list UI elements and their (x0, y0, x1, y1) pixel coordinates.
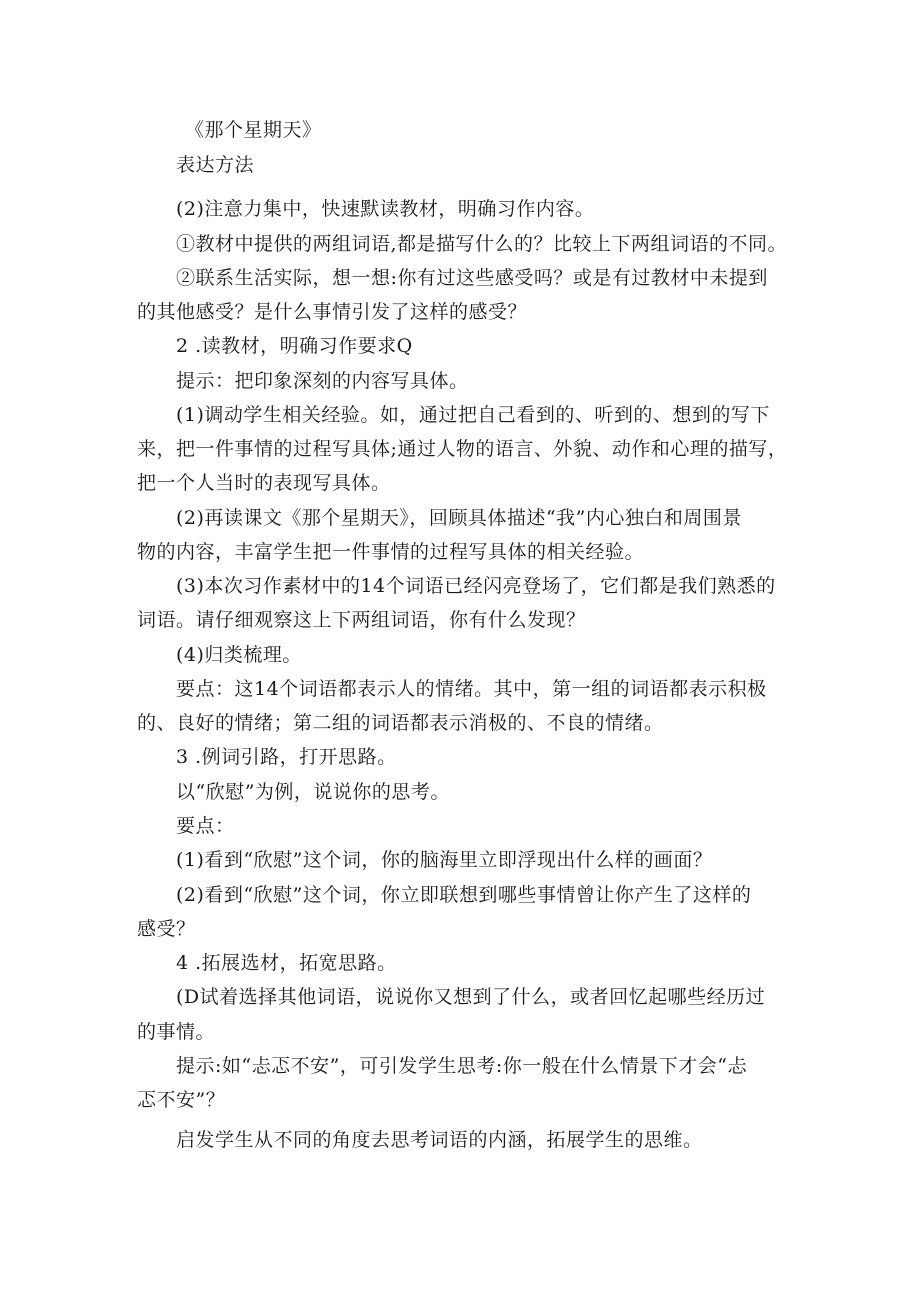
section-heading-3: 3 .例词引路，打开思路。 (176, 746, 397, 768)
text-line: 的其他感受？是什么事情引发了这样的感受？ (137, 301, 528, 323)
text-line: 把一个人当时的表现写具体。 (137, 472, 391, 494)
text-line: 要点：这14个词语都表示人的情绪。其中，第一组的词语都表示积极 (176, 678, 767, 700)
text-line: 以“欣慰”为例，说说你的思考。 (176, 781, 450, 803)
text-line-expression: 表达方法 (176, 154, 255, 176)
section-heading-4: 4 .拓展选材，拓宽思路。 (176, 952, 397, 974)
text-line: 的、良好的情绪；第二组的词语都表示消极的、不良的情绪。 (137, 712, 664, 734)
text-line: (D试着选择其他词语，说说你又想到了什么，或者回忆起哪些经历过 (176, 986, 766, 1008)
text-line: (1)看到“欣慰”这个词，你的脑海里立即浮现出什么样的画面？ (176, 849, 713, 871)
text-line: 的事情。 (137, 1021, 216, 1043)
text-line-lesson-title: 《那个星期天》 (185, 119, 322, 141)
text-line: 词语。请仔细观察这上下两组词语，你有什么发现？ (137, 609, 586, 631)
text-line: 提示:如“忐忑不安”，可引发学生思考:你一般在什么情景下才会“忐 (176, 1055, 747, 1077)
text-line: (1)调动学生相关经验。如，通过把自己看到的、听到的、想到的写下 (176, 404, 770, 426)
text-line: ①教材中提供的两组词语,都是描写什么的？比较上下两组词语的不同。 (176, 233, 788, 255)
text-line: (4)归类梳理。 (176, 644, 302, 666)
section-heading-2: 2 .读教材，明确习作要求Q (176, 335, 413, 357)
text-line: 物的内容，丰富学生把一件事情的过程写具体的相关经验。 (137, 541, 645, 563)
text-line: 来，把一件事情的过程写具体;通过人物的语言、外貌、动作和心理的描写， (137, 438, 788, 460)
text-line: ②联系生活实际，想一想:你有过这些感受吗？或是有过教材中未提到 (176, 267, 768, 289)
text-line: (2)再读课文《那个星期天》，回顾具体描述“我”内心独白和周围景 (176, 507, 742, 529)
text-line: 要点： (176, 815, 235, 837)
text-line: (2)注意力集中，快速默读教材，明确习作内容。 (176, 198, 595, 220)
text-line: 忑不安”？ (137, 1089, 226, 1111)
text-line: 感受？ (137, 918, 196, 940)
text-line: 提示：把印象深刻的内容写具体。 (176, 370, 469, 392)
text-line: (2)看到“欣慰”这个词，你立即联想到哪些事情曾让你产生了这样的 (176, 884, 752, 906)
text-line: 启发学生从不同的角度去思考词语的内涵，拓展学生的思维。 (176, 1129, 703, 1151)
text-line: (3)本次习作素材中的14个词语已经闪亮登场了，它们都是我们熟悉的 (176, 575, 776, 597)
